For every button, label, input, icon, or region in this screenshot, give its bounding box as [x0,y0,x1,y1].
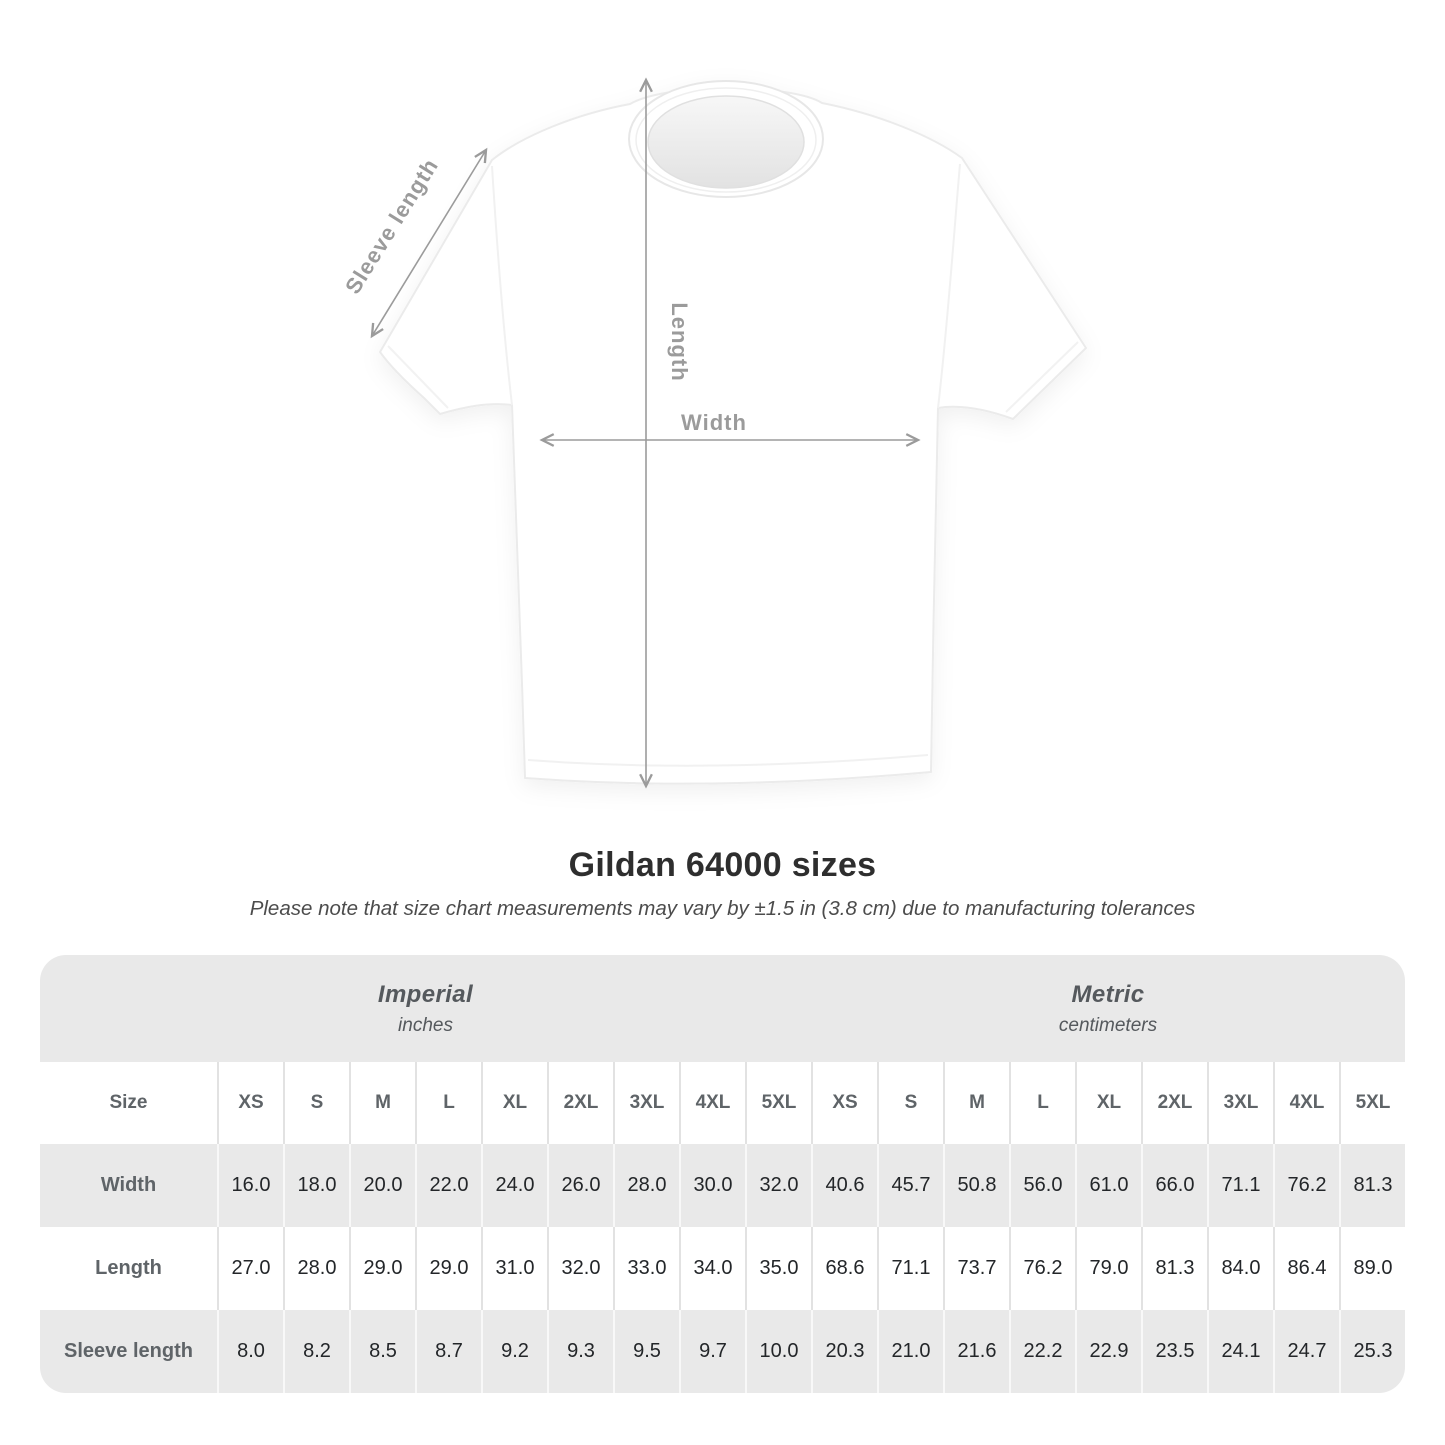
imperial-section-header [40,955,811,1062]
imperial-value-cell: 29.0 [349,1227,415,1310]
imperial-value-cell: 16.0 [217,1144,283,1227]
size-header-cell: 4XL [1273,1062,1339,1144]
metric-value-cell: 71.1 [877,1227,943,1310]
metric-value-cell: 21.0 [877,1310,943,1393]
size-header-cell: 3XL [613,1062,679,1144]
size-header-cell: L [1009,1062,1075,1144]
imperial-value-cell: 8.2 [283,1310,349,1393]
length-label: Length [667,302,692,382]
imperial-value-cell: 33.0 [613,1227,679,1310]
metric-value-cell: 81.3 [1141,1227,1207,1310]
metric-value-cell: 21.6 [943,1310,1009,1393]
size-chart-grid [40,1062,1405,1393]
size-header-cell: XS [811,1062,877,1144]
metric-label: Metric [1071,980,1145,1008]
imperial-value-cell: 18.0 [283,1144,349,1227]
imperial-value-cell: 27.0 [217,1227,283,1310]
page-title: Gildan 64000 sizes [568,846,877,884]
size-column-header: Size [40,1062,217,1144]
imperial-value-cell: 26.0 [547,1144,613,1227]
imperial-unit-label: inches [398,1014,453,1036]
metric-value-cell: 61.0 [1075,1144,1141,1227]
metric-value-cell: 66.0 [1141,1144,1207,1227]
size-header-cell: S [877,1062,943,1144]
imperial-value-cell: 30.0 [679,1144,745,1227]
imperial-value-cell: 35.0 [745,1227,811,1310]
metric-value-cell: 20.3 [811,1310,877,1393]
imperial-value-cell: 9.5 [613,1310,679,1393]
imperial-value-cell: 34.0 [679,1227,745,1310]
metric-value-cell: 24.1 [1207,1310,1273,1393]
imperial-value-cell: 32.0 [547,1227,613,1310]
metric-value-cell: 22.9 [1075,1310,1141,1393]
imperial-value-cell: 22.0 [415,1144,481,1227]
metric-value-cell: 79.0 [1075,1227,1141,1310]
metric-value-cell: 50.8 [943,1144,1009,1227]
size-header-cell: S [283,1062,349,1144]
size-header-cell: 2XL [547,1062,613,1144]
metric-value-cell: 68.6 [811,1227,877,1310]
metric-value-cell: 73.7 [943,1227,1009,1310]
size-header-cell: XL [481,1062,547,1144]
size-header-cell: 4XL [679,1062,745,1144]
metric-value-cell: 22.2 [1009,1310,1075,1393]
imperial-value-cell: 28.0 [283,1227,349,1310]
metric-section-header [811,955,1405,1062]
size-header-cell: 3XL [1207,1062,1273,1144]
sleeve-length-label: Sleeve length [340,153,444,299]
width-label: Width [681,410,747,435]
metric-value-cell: 40.6 [811,1144,877,1227]
metric-value-cell: 45.7 [877,1144,943,1227]
imperial-value-cell: 20.0 [349,1144,415,1227]
tolerance-note: Please note that size chart measurements may vary by ±1.5 in (3.8 cm) due to manufacturing tolerances [249,897,1196,920]
measurement-row-label: Length [40,1227,217,1310]
metric-value-cell: 23.5 [1141,1310,1207,1393]
size-header-cell: 5XL [1339,1062,1405,1144]
imperial-label: Imperial [377,980,474,1008]
size-header-cell: 2XL [1141,1062,1207,1144]
imperial-value-cell: 28.0 [613,1144,679,1227]
size-header-cell: 5XL [745,1062,811,1144]
imperial-value-cell: 24.0 [481,1144,547,1227]
metric-value-cell: 81.3 [1339,1144,1405,1227]
imperial-value-cell: 29.0 [415,1227,481,1310]
size-header-cell: L [415,1062,481,1144]
imperial-value-cell: 8.7 [415,1310,481,1393]
metric-value-cell: 24.7 [1273,1310,1339,1393]
imperial-value-cell: 8.0 [217,1310,283,1393]
metric-unit-label: centimeters [1058,1014,1158,1036]
imperial-value-cell: 10.0 [745,1310,811,1393]
metric-value-cell: 76.2 [1009,1227,1075,1310]
metric-value-cell: 71.1 [1207,1144,1273,1227]
size-header-cell: M [349,1062,415,1144]
metric-value-cell: 56.0 [1009,1144,1075,1227]
unit-section-header [40,955,1405,1062]
measurement-row-label: Width [40,1144,217,1227]
metric-value-cell: 25.3 [1339,1310,1405,1393]
size-header-cell: M [943,1062,1009,1144]
metric-value-cell: 89.0 [1339,1227,1405,1310]
imperial-value-cell: 32.0 [745,1144,811,1227]
metric-value-cell: 76.2 [1273,1144,1339,1227]
metric-value-cell: 84.0 [1207,1227,1273,1310]
size-chart-table [40,955,1405,1393]
imperial-value-cell: 31.0 [481,1227,547,1310]
size-header-cell: XS [217,1062,283,1144]
metric-value-cell: 86.4 [1273,1227,1339,1310]
imperial-value-cell: 8.5 [349,1310,415,1393]
imperial-value-cell: 9.2 [481,1310,547,1393]
imperial-value-cell: 9.3 [547,1310,613,1393]
size-header-cell: XL [1075,1062,1141,1144]
imperial-value-cell: 9.7 [679,1310,745,1393]
measurement-row-label: Sleeve length [40,1310,217,1393]
